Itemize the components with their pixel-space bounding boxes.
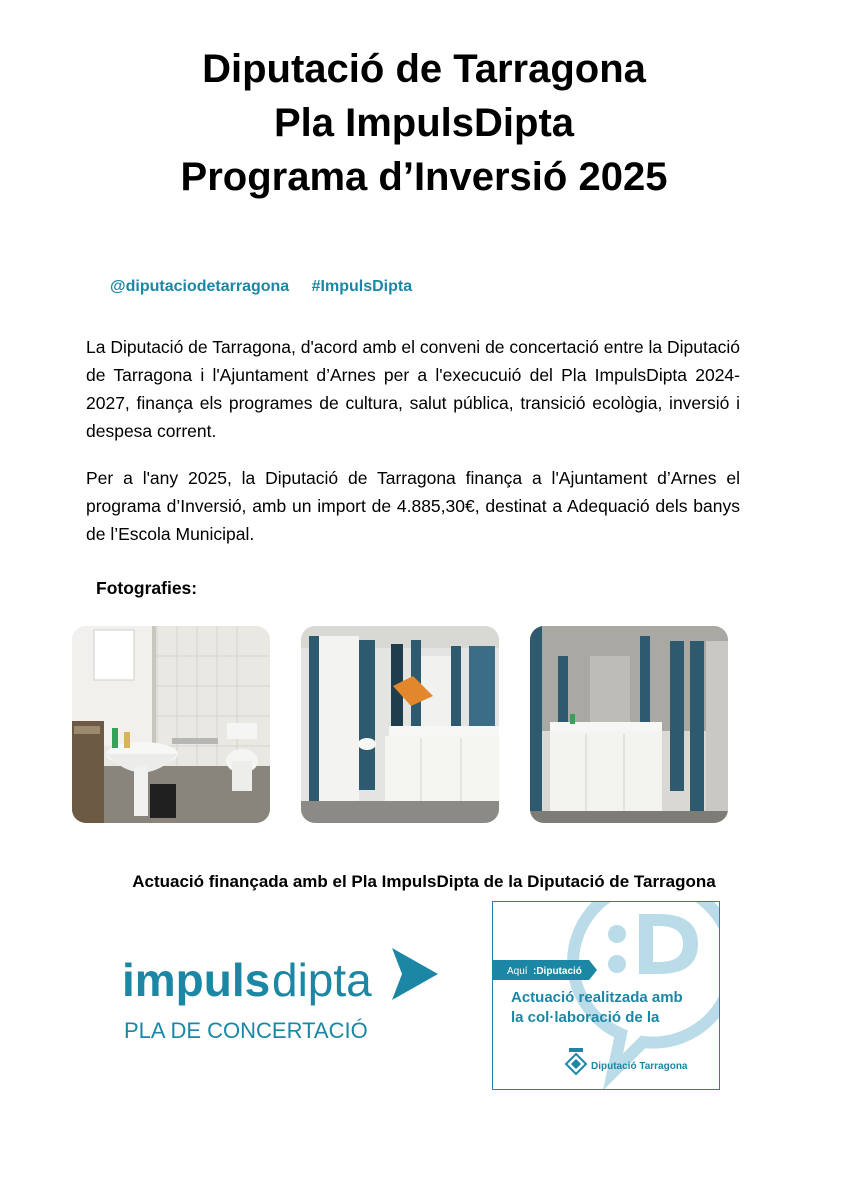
photo-bathroom-vanity xyxy=(530,626,728,823)
title-line-3: Programa d’Inversió 2025 xyxy=(180,155,668,199)
collaboration-badge xyxy=(492,901,720,1090)
title-line-1: Diputació de Tarragona xyxy=(202,47,646,91)
diputacio-tarragona-shield-icon xyxy=(566,1048,586,1074)
social-handle[interactable]: @diputaciodetarragona xyxy=(110,278,290,295)
funding-paragraph: Per a l'any 2025, la Diputació de Tarragona finança a l'Ajuntament d’Arnes el programa d’Inversió, amb un import de 4.885,30€, destinat a Adequació dels banys de l’Escola Municipal. xyxy=(86,468,740,544)
logo-subtitle: PLA DE CONCERTACIÓ xyxy=(124,1018,368,1043)
funding-caption: Actuació finançada amb el Pla ImpulsDipta de la Diputació de Tarragona xyxy=(132,872,716,891)
logo-arrow-icon xyxy=(392,948,438,1000)
social-tags xyxy=(110,278,430,296)
diputacio-d-icon xyxy=(573,902,719,1072)
impulsdipta-logo xyxy=(122,948,442,1044)
photo-bathroom-stalls xyxy=(301,626,499,823)
badge-logo-text: Diputació Tarragona xyxy=(591,1061,688,1072)
intro-paragraph: La Diputació de Tarragona, d'acord amb el conveni de concertació entre la Diputació de Tarragona i l'Ajuntament d’Arnes per a l'execucuió del Pla ImpulsDipta 2024-2027, finança els programes de cultura, salut pública, transició ecològia, inversió i despesa corrent. xyxy=(86,337,740,441)
badge-text-line-2: la col·laboració de la xyxy=(511,1009,660,1026)
logo-word-light: dipta xyxy=(272,954,372,1006)
title-line-2: Pla ImpulsDipta xyxy=(273,101,575,145)
photos-label: Fotografies: xyxy=(96,578,198,598)
logo-word-bold: impuls xyxy=(122,954,271,1006)
photo-bathroom-sink xyxy=(72,626,270,823)
page-title xyxy=(0,42,848,204)
badge-text-line-1: Actuació realitzada amb xyxy=(511,989,683,1006)
hashtag[interactable]: #ImpulsDipta xyxy=(311,278,413,295)
badge-tag-prefix: Aquí xyxy=(507,966,528,977)
badge-tag-brand: :Diputació xyxy=(533,966,582,977)
